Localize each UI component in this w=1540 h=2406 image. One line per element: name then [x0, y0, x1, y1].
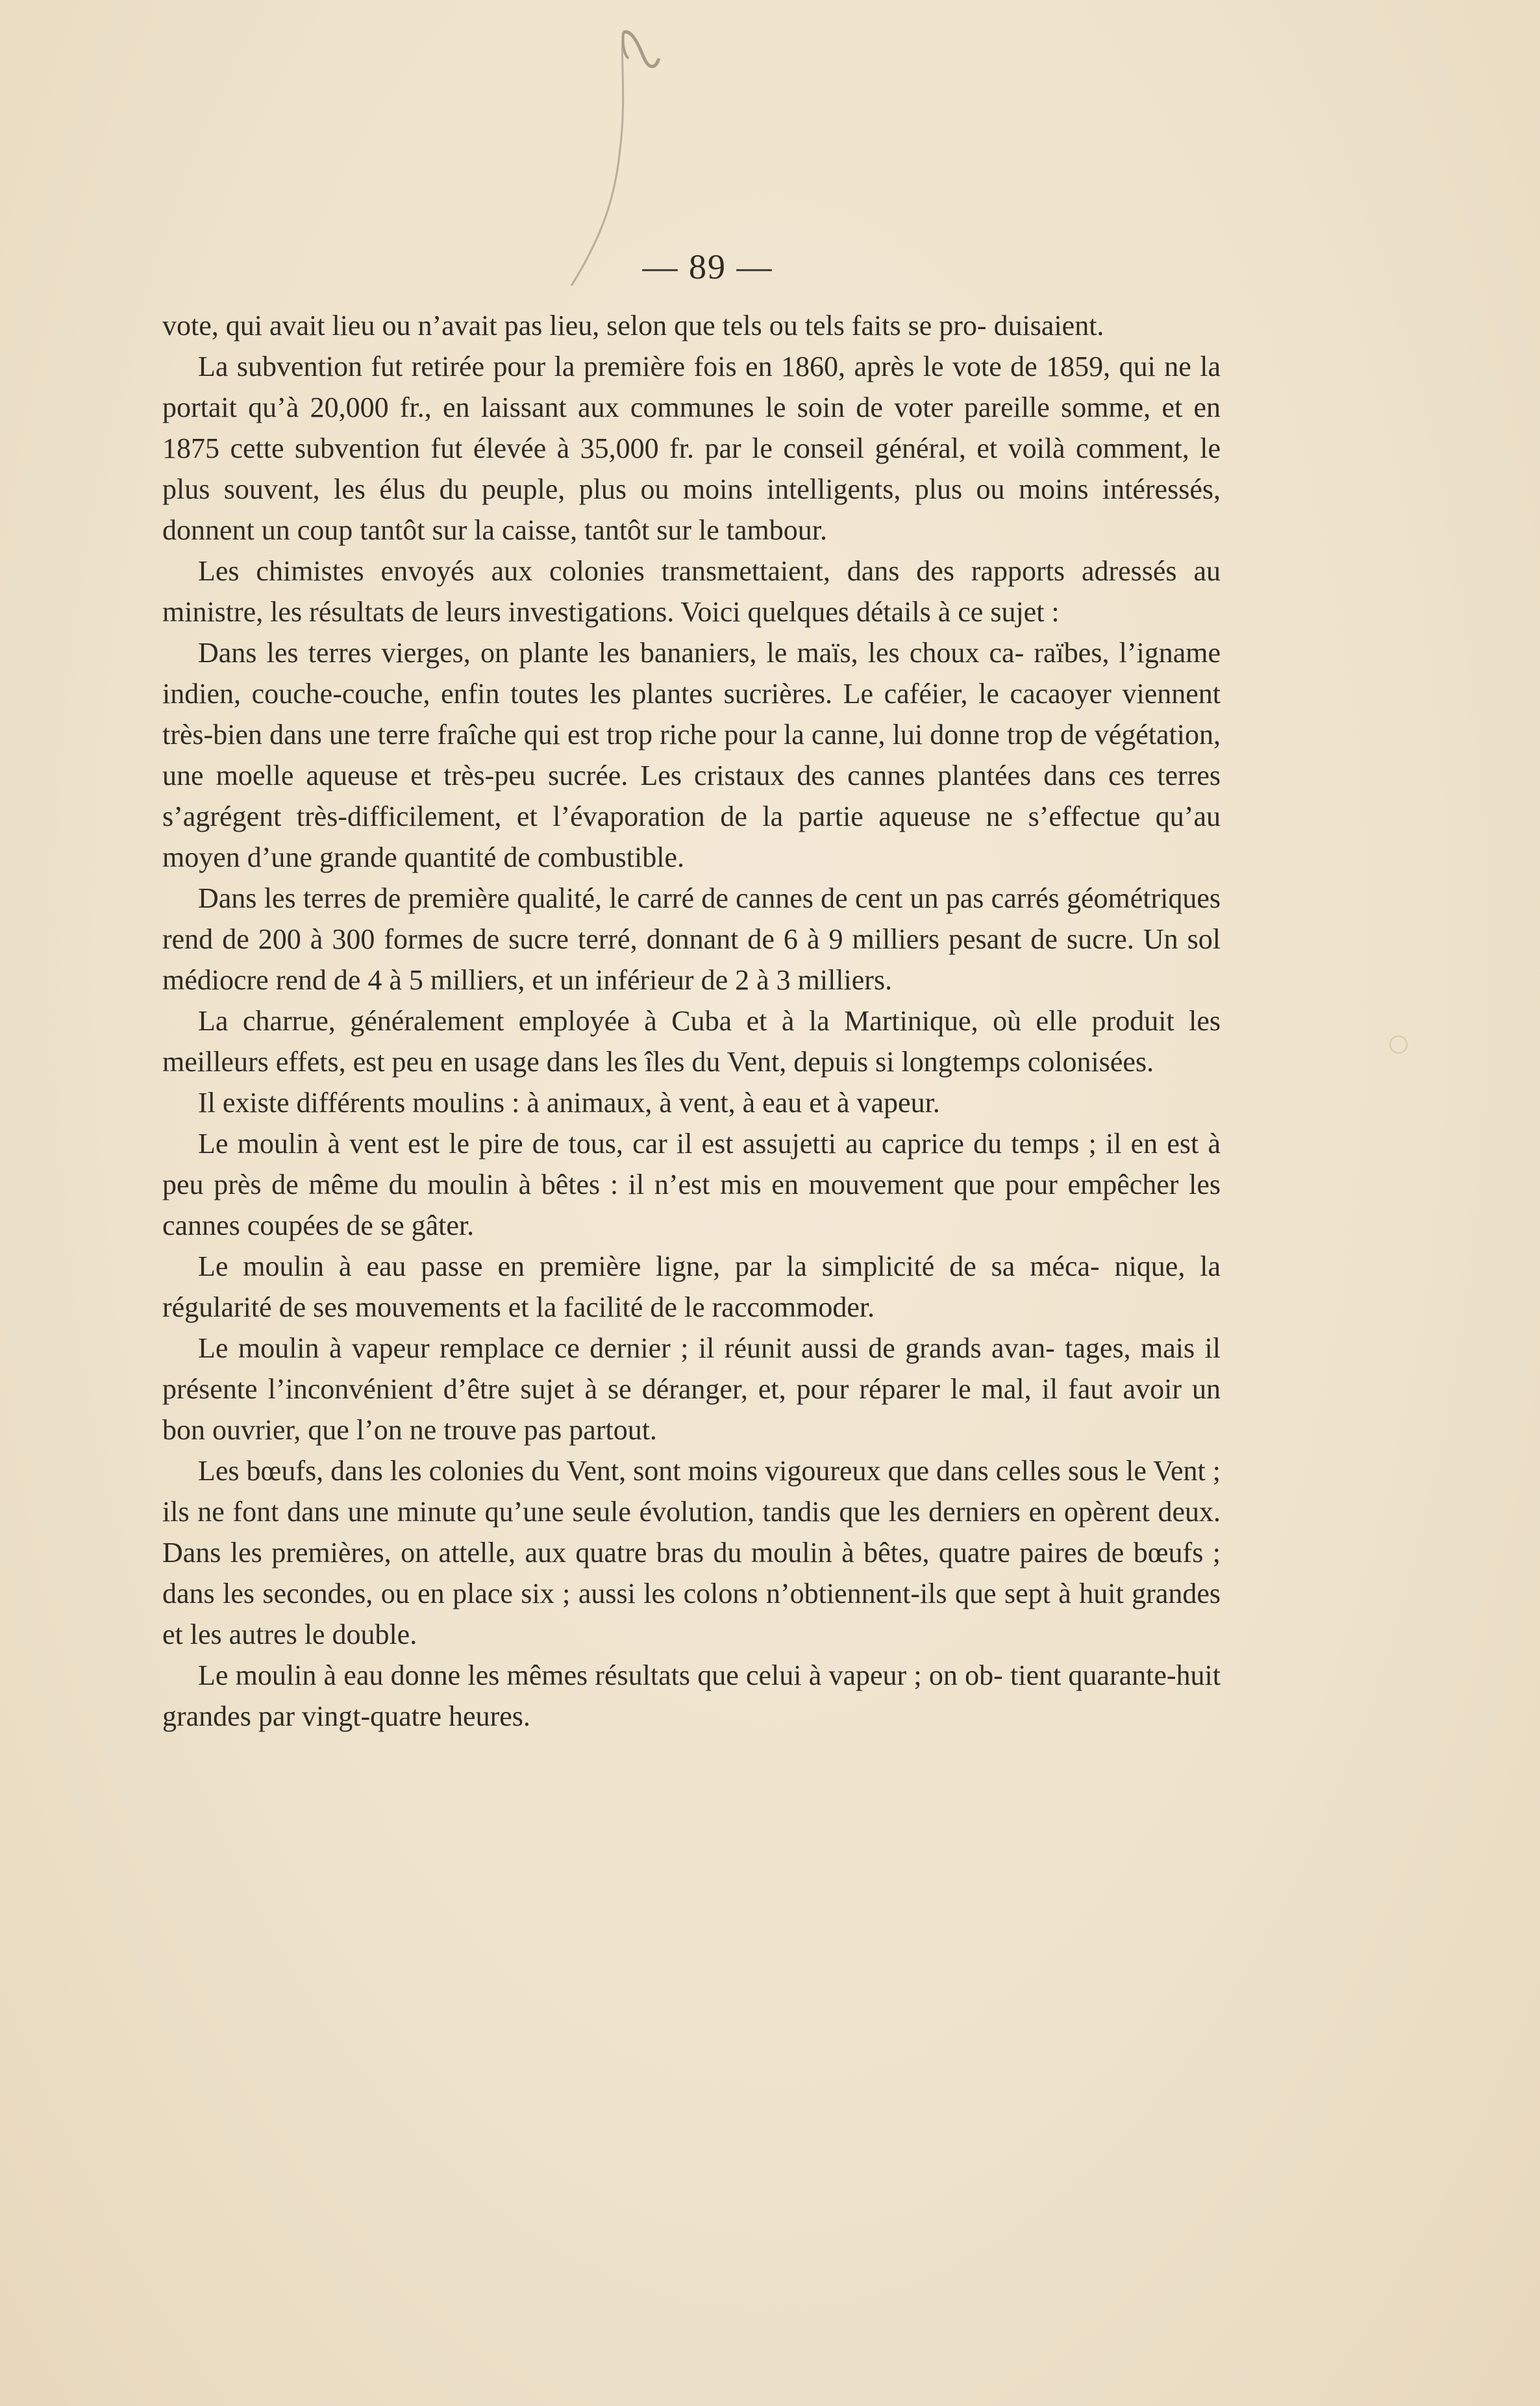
- paragraph: Dans les terres vierges, on plante les bananiers, le maïs, les choux ca- raïbes, l’igname indien, couche-couche, enfin toutes les plantes sucrières. Le caféier, le cacaoyer viennent très-bien dans une terre fraîche qui est trop riche pour la canne, lui donne trop de végétation, une moelle aqueuse et très-peu sucrée. Les cristaux des cannes plantées dans ces terres s’agrégent très-difficilement, et l’évaporation de la partie aqueuse ne s’effectue qu’au moyen d’une grande quantité de combustible.: [162, 637, 1221, 873]
- paragraph: Les bœufs, dans les colonies du Vent, sont moins vigoureux que dans celles sous le Vent ; ils ne font dans une minute qu’une seule évolution, tandis que les derniers en opèrent deux. Dans les premières, on attelle, aux quatre bras du moulin à bêtes, quatre paires de bœufs ; dans les secondes, ou en place six ; aussi les colons n’obtiennent-ils que sept à huit grandes et les autres le double.: [162, 1455, 1221, 1650]
- paragraph: Les chimistes envoyés aux colonies transmettaient, dans des rapports adressés au ministre, les résultats de leurs investigations. Voici quelques détails à ce sujet :: [162, 555, 1221, 628]
- paragraph: La charrue, généralement employée à Cuba et à la Martinique, où elle produit les meilleurs effets, est peu en usage dans les îles du Vent, depuis si longtemps colonisées.: [162, 1005, 1221, 1078]
- paragraph: Le moulin à vent est le pire de tous, car il est assujetti au caprice du temps ; il en est à peu près de même du moulin à bêtes : il n’est mis en mouvement que pour empêcher les cannes coupées de se gâter.: [162, 1128, 1221, 1241]
- paragraph: La subvention fut retirée pour la première fois en 1860, après le vote de 1859, qui ne la portait qu’à 20,000 fr., en laissant aux communes le soin de voter pareille somme, et en 1875 cette subvention fut élevée à 35,000 fr. par le conseil général, et voilà comment, le plus souvent, les élus du peuple, plus ou moins intelligents, plus ou moins intéressés, donnent un coup tantôt sur la caisse, tantôt sur le tambour.: [162, 351, 1221, 546]
- body-text: [162, 305, 1221, 1737]
- paragraph: Le moulin à eau donne les mêmes résultats que celui à vapeur ; on ob- tient quarante-huit grandes par vingt-quatre heures.: [162, 1659, 1221, 1732]
- paragraph: Le moulin à eau passe en première ligne, par la simplicité de sa méca- nique, la régularité de ses mouvements et la facilité de le raccommoder.: [162, 1250, 1221, 1323]
- paragraph: vote, qui avait lieu ou n’avait pas lieu, selon que tels ou tels faits se pro- duisaient.: [162, 310, 1104, 341]
- paragraph: Il existe différents moulins : à animaux, à vent, à eau et à vapeur.: [198, 1087, 940, 1119]
- page-number: — 89 —: [642, 247, 773, 286]
- paper-speck: [1389, 1036, 1408, 1054]
- paragraph: Le moulin à vapeur remplace ce dernier ; il réunit aussi de grands avan- tages, mais il présente l’inconvénient d’être sujet à se déranger, et, pour réparer le mal, il faut avoir un bon ouvrier, que l’on ne trouve pas partout.: [162, 1332, 1221, 1446]
- paragraph: Dans les terres de première qualité, le carré de cannes de cent un pas carrés géométriques rend de 200 à 300 formes de sucre terré, donnant de 6 à 9 milliers pesant de sucre. Un sol médiocre rend de 4 à 5 milliers, et un inférieur de 2 à 3 milliers.: [162, 882, 1221, 996]
